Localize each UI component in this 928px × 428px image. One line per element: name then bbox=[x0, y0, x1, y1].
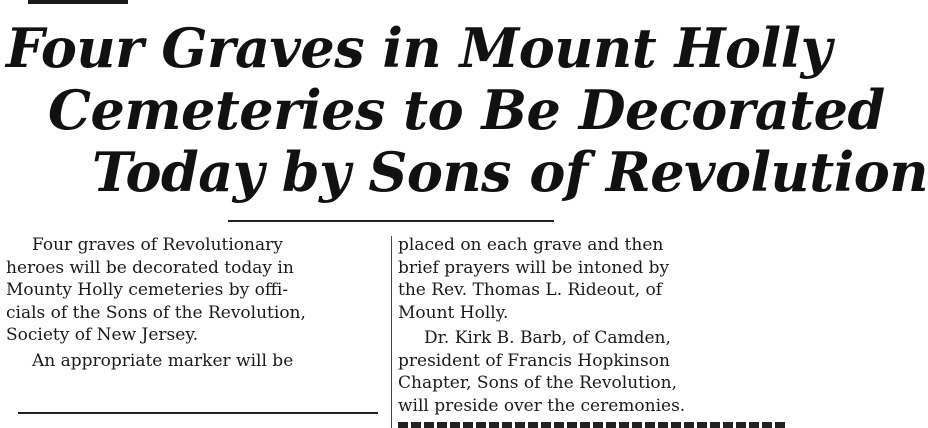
headline bbox=[0, 6, 928, 206]
text-line: Chapter, Sons of the Revolution, bbox=[398, 373, 678, 393]
column-1-end-rule bbox=[18, 412, 378, 414]
paragraph-3 bbox=[398, 327, 782, 417]
column-divider bbox=[391, 236, 392, 428]
text-line: Society of New Jersey. bbox=[6, 325, 199, 345]
text-line: cials of the Sons of the Revolution, bbox=[6, 302, 306, 323]
text-line: will preside over the ceremonies. bbox=[398, 395, 686, 416]
headline-line-2: Cemeteries to Be Decorated bbox=[48, 78, 885, 142]
text-line: heroes will be decorated today in bbox=[6, 257, 294, 278]
text-line: the Rev. Thomas L. Rideout, of bbox=[398, 280, 663, 300]
text-line: president of Francis Hopkinson bbox=[398, 350, 670, 371]
article-column-2 bbox=[398, 234, 782, 417]
paragraph-2 bbox=[6, 350, 384, 373]
paragraph-continued bbox=[398, 234, 782, 324]
article-column-1 bbox=[6, 234, 384, 372]
headline-rule bbox=[228, 220, 554, 222]
text-line: brief prayers will be intoned by bbox=[398, 257, 670, 278]
cut-off-line bbox=[398, 420, 788, 428]
text-line: placed on each grave and then bbox=[398, 235, 664, 255]
clipping-top-mark bbox=[28, 0, 128, 4]
headline-line-1: Four Graves in Mount Holly bbox=[6, 16, 832, 80]
text-line: Dr. Kirk B. Barb, of Camden, bbox=[424, 328, 671, 348]
headline-line-3: Today by Sons of Revolution bbox=[92, 140, 928, 204]
text-line: Mounty Holly cemeteries by offi- bbox=[6, 280, 289, 300]
text-line: Four graves of Revolutionary bbox=[32, 235, 283, 255]
text-line: An appropriate marker will be bbox=[32, 350, 294, 371]
paragraph-1 bbox=[6, 234, 384, 347]
text-line: Mount Holly. bbox=[398, 302, 509, 323]
